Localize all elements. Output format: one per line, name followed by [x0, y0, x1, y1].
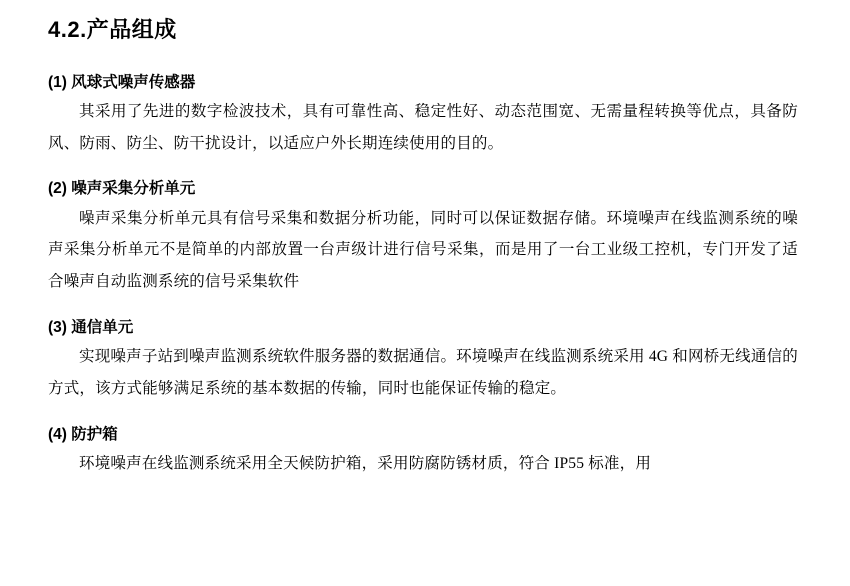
item-body: 其采用了先进的数字检波技术，具有可靠性高、稳定性好、动态范围宽、无需量程转换等优点，具备防风、防雨、防尘、防干扰设计，以适应户外长期连续使用的目的。 [48, 102, 798, 152]
item-title: (3) 通信单元 [48, 318, 134, 336]
item-title: (2) 噪声采集分析单元 [48, 180, 196, 198]
item-title: (1) 风球式噪声传感器 [48, 73, 196, 91]
item-title: (4) 防护箱 [48, 425, 118, 443]
list-item [48, 423, 798, 480]
page-title: 4.2.产品组成 [48, 17, 177, 42]
list-item [48, 177, 798, 298]
list-item [48, 316, 798, 405]
product-composition-section [48, 71, 798, 480]
list-item [48, 71, 798, 160]
item-body: 环境噪声在线监测系统采用全天候防护箱，采用防腐防锈材质，符合 IP55 标准，用 [79, 454, 652, 472]
item-body: 实现噪声子站到噪声监测系统软件服务器的数据通信。环境噪声在线监测系统采用 4G 和网桥无线通信的方式，该方式能够满足系统的基本数据的传输，同时也能保证传输的稳定。 [48, 348, 798, 397]
item-body: 噪声采集分析单元具有信号采集和数据分析功能，同时可以保证数据存储。环境噪声在线监测系统的噪声采集分析单元不是简单的内部放置一台声级计进行信号采集，而是用了一台工业级工控机，专门开发了适合噪声自动监测系统的信号采集软件 [48, 209, 798, 291]
